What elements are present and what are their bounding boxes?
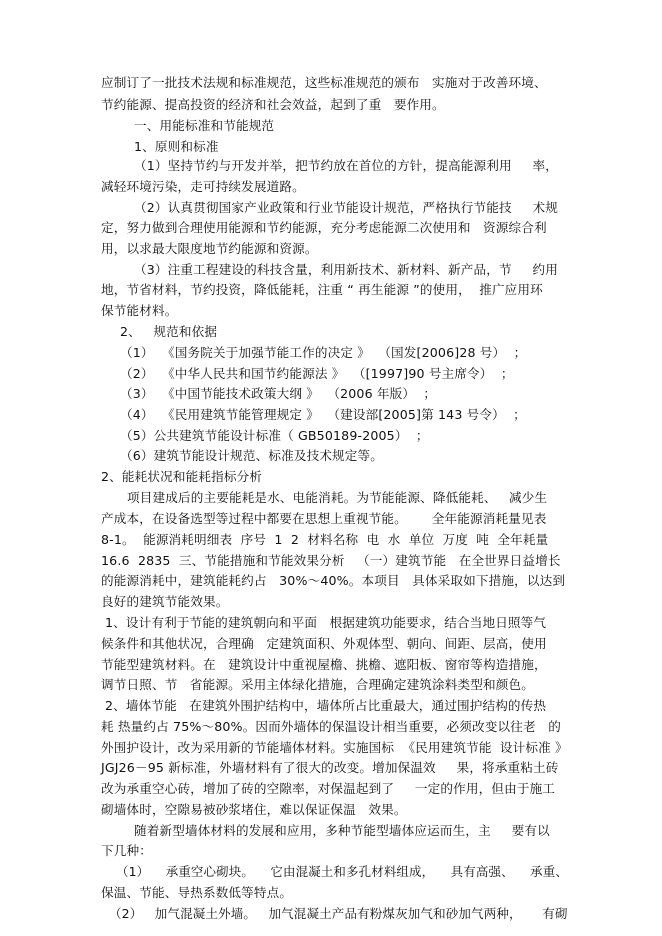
paragraph-line: 保节能材料。 [101, 303, 178, 318]
paragraph-line: 节约能源、提高投资的经济和社会效益，起到了重 要作用。 [101, 97, 445, 112]
paragraph-line: 改为承重空心砖，增加了砖的空隙率，对保温起到了 一定的作用，但由于施工 [101, 781, 556, 796]
paragraph-line: （3）注重工程建设的科技含量，利用新技术、新材料、新产品，节 约用 [134, 262, 558, 277]
paragraph-line: 1、设计有利于节能的建筑朝向和平面 根据建筑功能要求，结合当地日照等气 [105, 615, 547, 630]
list-item: （1） 承重空心砌块。 它由混凝土和多孔材料组成， 具有高强、 承重、 [116, 864, 568, 879]
paragraph-line: 16.6 2835 三、节能措施和节能效果分析 （一）建筑节能 在全世界日益增长 [101, 553, 561, 568]
paragraph-line: 耗 热量约占 75%～80%。因而外墙体的保温设计相当重要，必须改变以往老 的 [101, 719, 561, 734]
paragraph-line: （2）认真贯彻国家产业政策和行业节能设计规范，严格执行节能技 术规 [134, 200, 558, 215]
paragraph-line: 项目建成后的主要能耗是水、电能消耗。为节能能源、降低能耗、 减少生 [127, 490, 548, 505]
paragraph-line: 外围护设计，改为采用新的节能墙体材料。实施国标 《民用建筑节能 设计标准 》 [101, 740, 568, 755]
subsection-heading: 1、原则和标准 [134, 139, 219, 154]
paragraph-line: 应制订了一批技术法规和标准规范，这些标准规范的颁布 实施对于改善环境、 [101, 75, 547, 90]
paragraph-line: 下几种： [101, 843, 152, 858]
paragraph-line: 用，以求最大限度地节约能源和资源。 [101, 241, 318, 256]
list-item: （1） 《国务院关于加强节能工作的决定 》 （国发[2006]28 号） ； [120, 345, 527, 360]
list-item: 保温、节能、导热系数低等特点。 [101, 885, 293, 900]
paragraph-line: 随着新型墙体材料的发展和应用，多种节能型墙体应运而生，主 要有以 [134, 823, 550, 838]
paragraph-line: 节能型建筑材料。在 建筑设计中重视屋檐、挑檐、遮阳板、窗帘等构造措施， [101, 657, 547, 672]
paragraph-line: 良好的建筑节能效果。 [101, 594, 229, 609]
section-heading: 一、用能标准和节能规范 [134, 118, 275, 133]
paragraph-line: 地，节省材料，节约投资，降低能耗，注重 “ 再生能源 ”的使用， 推广应用环 [101, 282, 543, 297]
paragraph-line: 定，努力做到合理使用能源和节约能源，充分考虑能源二次使用和 资源综合利 [101, 220, 547, 235]
list-item: （5）公共建筑节能设计标准（ GB50189-2005） ； [120, 428, 429, 443]
paragraph-line: JGJ26－95 新标准，外墙材料有了很大的改变。增加保温效 果，将承重粘土砖 [101, 760, 559, 775]
list-item: （2） 《中华人民共和国节约能源法 》 （[1997]90 号主席令） ； [120, 366, 514, 381]
list-item: （6）建筑节能设计规范、标准及技术规定等。 [120, 448, 384, 463]
paragraph-line: 调节日照、节 省能源。采用主体绿化措施，合理确定建筑涂料类型和颜色。 [101, 677, 535, 692]
paragraph-line: 的能源消耗中，建筑能耗约占 30%～40%。本项目 具体采取如下措施，以达到 [101, 573, 566, 588]
subsection-heading: 2、 规范和依据 [120, 324, 218, 339]
list-item: （2） 加气混凝土外墙。 加气混凝土产品有粉煤灰加气和砂加气两种， 有砌 [109, 906, 568, 921]
paragraph-line: 砌墙体时，空隙易被砂浆堵住，难以保证保温 效果。 [101, 802, 407, 817]
list-item: （4） 《民用建筑节能管理规定 》 （建设部[2005]第 143 号令） ； [120, 407, 526, 422]
paragraph-line: 2、墙体节能 在建筑外围护结构中，墙体所占比重最大，通过围护结构的传热 [105, 698, 547, 713]
paragraph-line: 产成本，在设备选型等过程中都要在思想上重视节能。 全年能源消耗量见表 [101, 511, 547, 526]
paragraph-line: （1）坚持节约与开发并举，把节约放在首位的方针，提高能源利用 率， [134, 158, 558, 173]
paragraph-line: 8-1。 能源消耗明细表 序号 1 2 材料名称 电 水 单位 万度 吨 全年耗量 [101, 532, 549, 547]
paragraph-line: 候条件和其他状况，合理确 定建筑面积、外观体型、朝向、间距、层高，使用 [101, 636, 547, 651]
section-heading: 2、能耗状况和能耗指标分析 [101, 469, 263, 484]
paragraph-line: 减轻环境污染，走可持续发展道路。 [101, 179, 305, 194]
list-item: （3） 《中国节能技术政策大纲 》 （2006 年版） ； [120, 386, 437, 401]
